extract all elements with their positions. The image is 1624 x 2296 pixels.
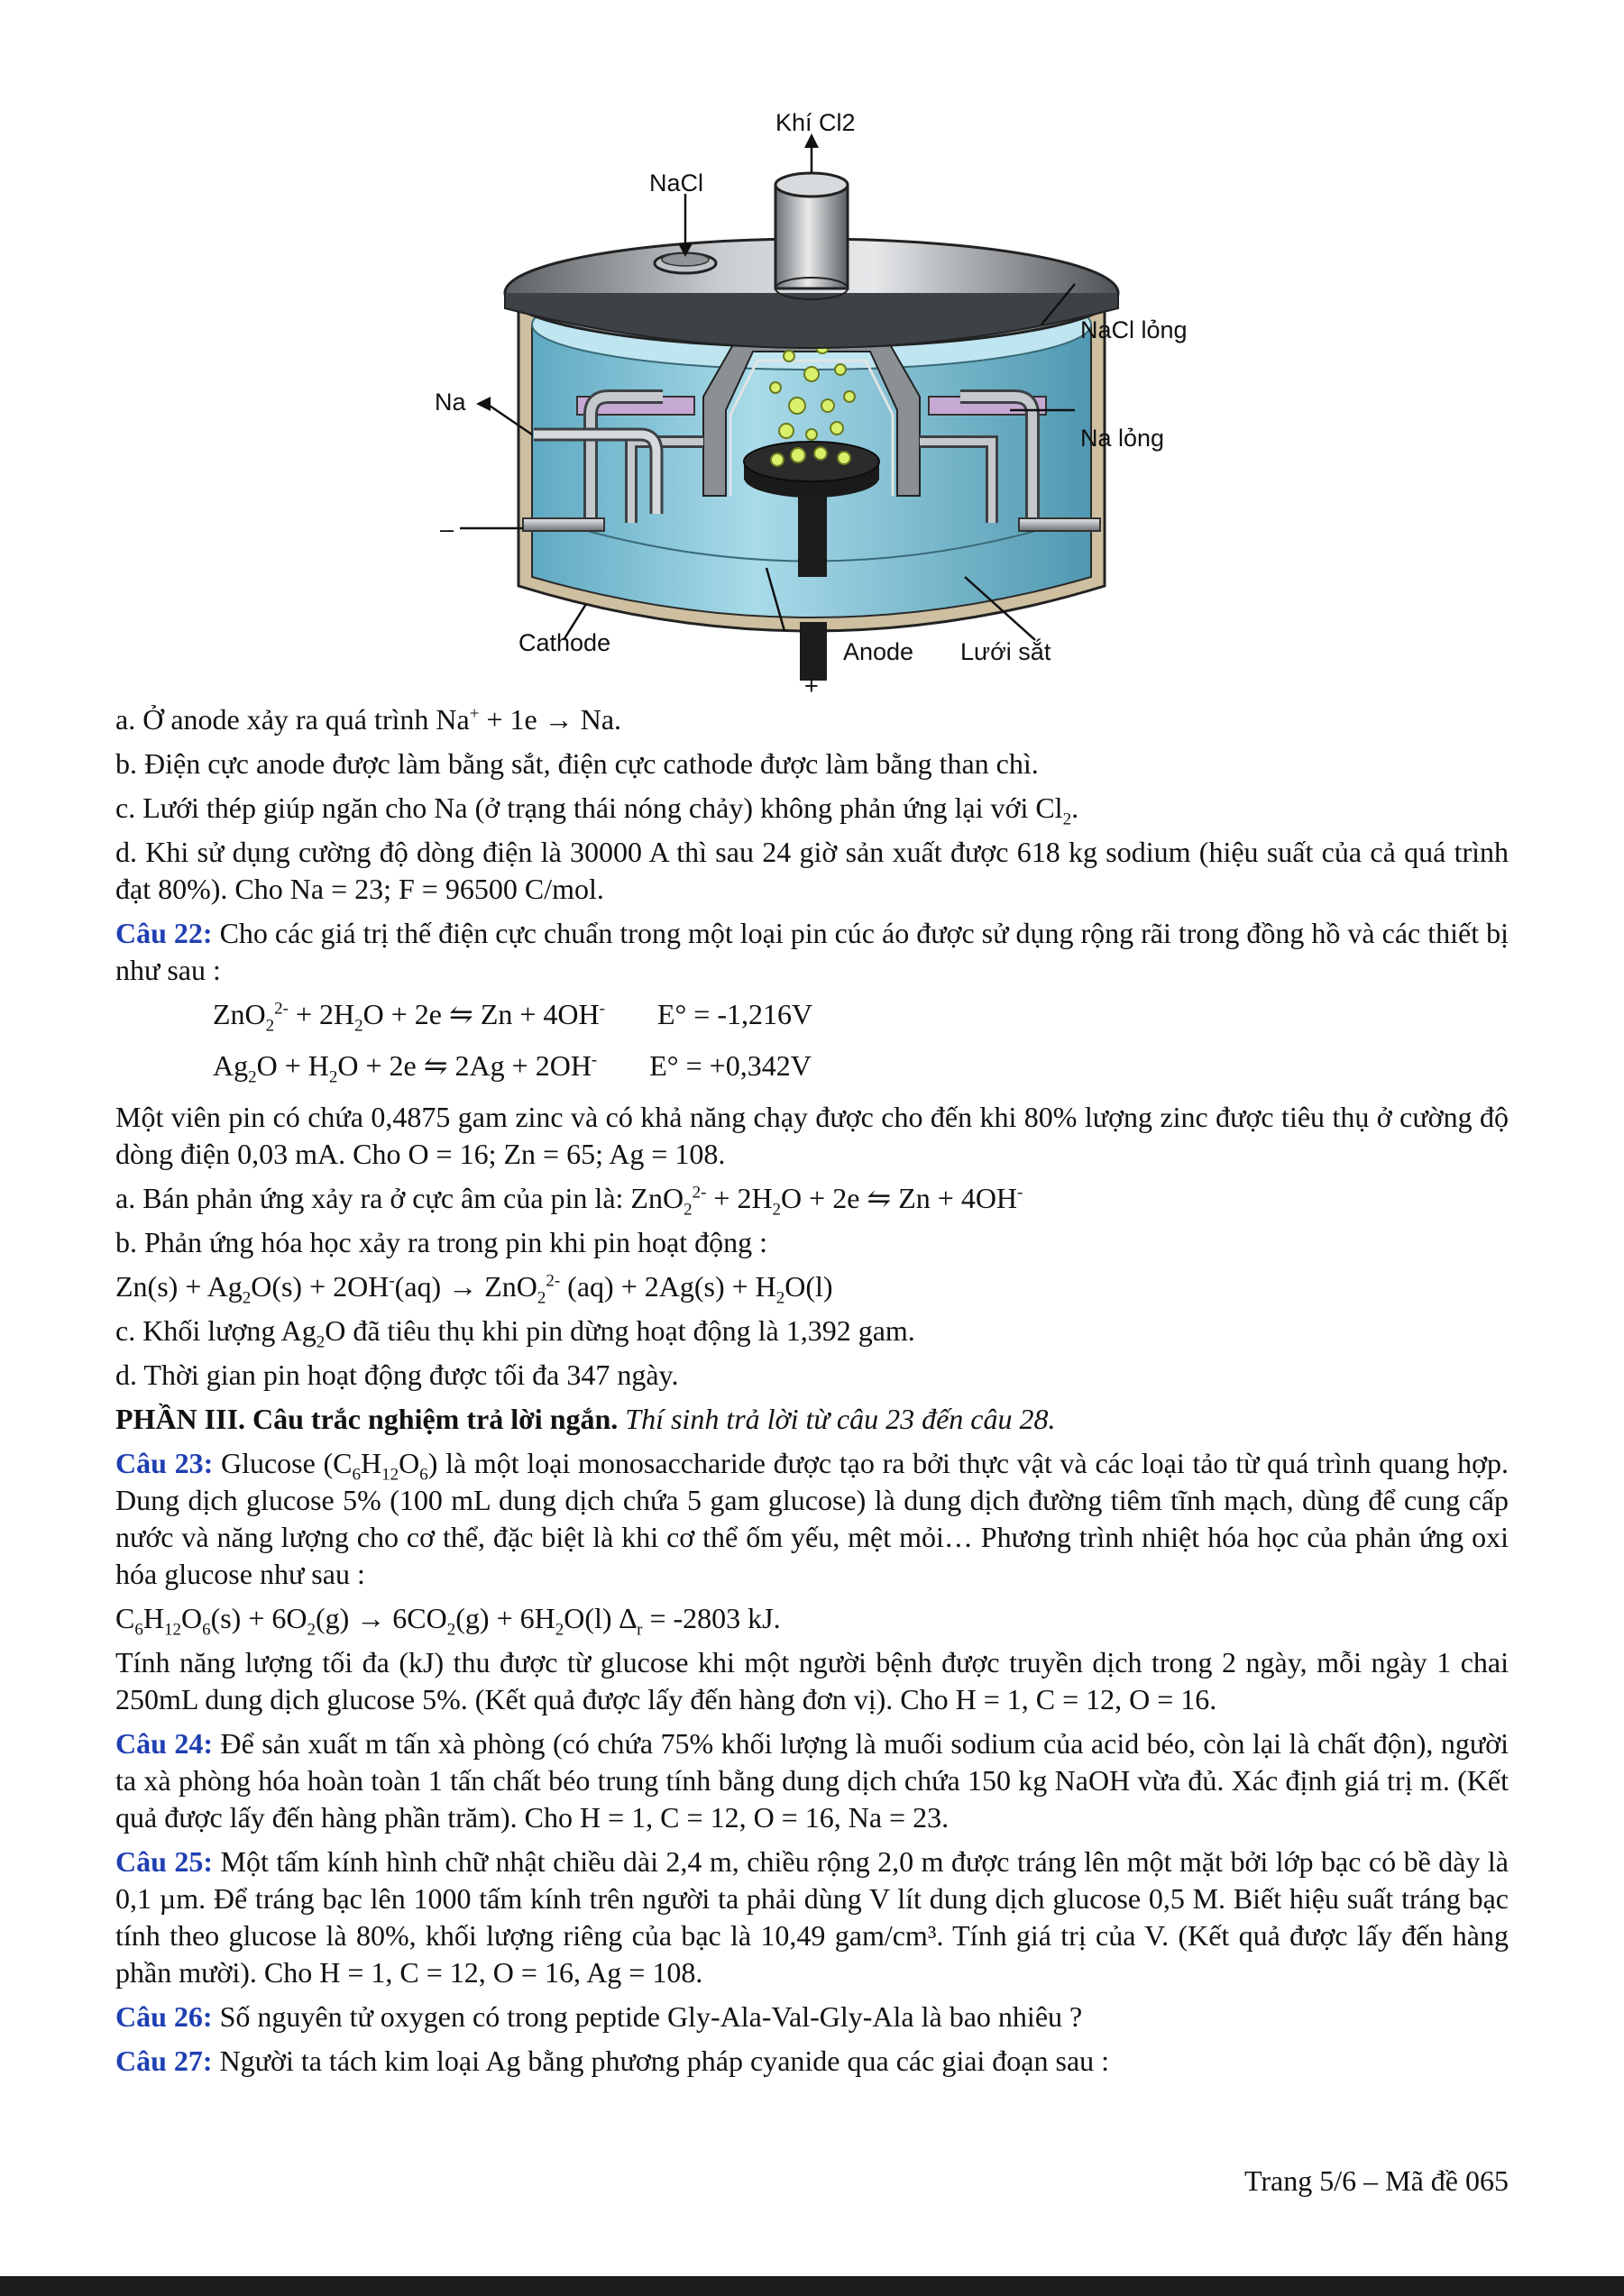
q22-intro: Câu 22: Cho các giá trị thế điện cực chuẩn trong một loại pin cúc áo được sử dụng rộng rãi trong đồng hồ và các thiết bị như sau : — [115, 917, 1509, 986]
label-luoi-sat: Lưới sắt — [960, 638, 1051, 665]
label-minus: – — [440, 516, 454, 543]
q21-option-a: a. Ở anode xảy ra quá trình Na+ + 1e → Na. — [115, 703, 622, 736]
q23-equation: $C_6H_{12}O_6(s) + 6O_2(g) \to 6CO_2(g) + 6H_2O(l) \Delta_r = -2803$ kJ. — [115, 1602, 781, 1640]
q26-label: Câu 26: — [115, 2000, 213, 2033]
q22-option-b-equation: $Zn(s) + Ag_2O(s) + 2OH^-(aq) \to ZnO_2^{2-}$ $(aq) + 2Ag(s) + H_2O(l)$ — [115, 1270, 833, 1308]
label-na: Na — [435, 389, 466, 416]
q21-option-b: b. Điện cực anode được làm bằng sắt, điện cực cathode được làm bằng than chì. — [115, 747, 1039, 780]
q23-label: Câu 23: — [115, 1447, 214, 1479]
q21-option-d: d. Khi sử dụng cường độ dòng điện là 30000 A thì sau 24 giờ sản xuất được 618 kg sodium (hiệu suất của cả quá trình đạt 80%). Cho Na = 23; F = 96500 C/mol. — [115, 836, 1509, 905]
label-cathode: Cathode — [518, 629, 611, 656]
document-body — [115, 701, 1509, 2087]
q21-option-c: c. Lưới thép giúp ngăn cho Na (ở trạng thái nóng chảy) không phản ứng lại với $Cl_2$. — [115, 791, 1079, 829]
q23-question: Tính năng lượng tối đa (kJ) thu được từ glucose khi một người bệnh được truyền dịch trong 2 ngày, mỗi ngày 1 chai 250mL dung dịch glucose 5%. (Kết quả được lấy đến hàng đơn vị). Cho H = 1, C = 12, O = 16. — [115, 1646, 1509, 1715]
q27-label: Câu 27: — [115, 2044, 213, 2077]
label-na-long: Na lỏng — [1080, 425, 1165, 452]
electrolysis-cell-diagram — [433, 99, 1188, 703]
q22-info: Một viên pin có chứa 0,4875 gam zinc và có khả năng chạy được cho đến khi 80% lượng zinc được tiêu thụ ở cường độ dòng điện 0,03 mA. Cho O = 16; Zn = 65; Ag = 108. — [115, 1101, 1509, 1170]
q27: Câu 27: Người ta tách kim loại Ag bằng phương pháp cyanide qua các giai đoạn sau : — [115, 2044, 1110, 2077]
part3-heading: PHẦN III. Câu trắc nghiệm trả lời ngắn. Thí sinh trả lời từ câu 23 đến câu 28. — [115, 1403, 1056, 1435]
q22-equation-2: $Ag_2O + H_2O + 2e$ ⇋ 2Ag + 2OH- E° = +0,342V — [213, 1049, 812, 1087]
q24: Câu 24: Để sản xuất m tấn xà phòng (có chứa 75% khối lượng là muối sodium của acid béo, còn lại là chất độn), người ta xà phòng hóa hoàn toàn 1 tấn chất béo trung tính bằng dung dịch chứa 150 kg NaOH vừa đủ. Xác định giá trị m. (Kết quả được lấy đến hàng phần trăm). Cho H = 1, C = 12, O = 16, Na = 23. — [115, 1727, 1509, 1834]
page-footer: Trang 5/6 – Mã đề 065 — [1243, 2164, 1509, 2197]
q24-label: Câu 24: — [115, 1727, 214, 1760]
q22-option-b: b. Phản ứng hóa học xảy ra trong pin khi pin hoạt động : — [115, 1226, 768, 1258]
q22-equation-1: $ZnO_2^{2-} + 2H_2O + 2e$ ⇋ Zn + 4OH- E° = -1,216V — [213, 998, 813, 1036]
q22-label: Câu 22: — [115, 917, 213, 949]
q23-intro: Câu 23: Glucose $(C_6H_{12}O_6)$ là một loại monosaccharide được tạo ra bởi thực vật và các loại tảo từ quá trình quang hợp. Dung dịch glucose 5% (100 mL dung dịch chứa 5 gam glucose) là dung dịch đường tiêm tĩnh mạch, dùng để cung cấp nước và năng lượng cho cơ thể, đặc biệt là khi cơ thể ốm yếu, mệt mỏi… Phương trình nhiệt hóa học của phản ứng oxi hóa glucose như sau : — [115, 1447, 1509, 1590]
q25: Câu 25: Một tấm kính hình chữ nhật chiều dài 2,4 m, chiều rộng 2,0 m được tráng lên một mặt bởi lớp bạc có bề dày là 0,1 µm. Để tráng bạc lên 1000 tấm kính trên người ta phải dùng V lít dung dịch glucose 0,5 M. Biết hiệu suất tráng bạc tính theo glucose là 80%, khối lượng riêng của bạc là 10,49 gam/cm³. Tính giá trị của V. (Kết quả được lấy đến hàng phần mười). Cho H = 1, C = 12, O = 16, Ag = 108. — [115, 1845, 1509, 1989]
q25-label: Câu 25: — [115, 1845, 214, 1878]
q22-option-c: c. Khối lượng $Ag_2O$ đã tiêu thụ khi pin dừng hoạt động là 1,392 gam. — [115, 1314, 915, 1352]
label-plus: + — [804, 672, 819, 700]
label-khi-cl2: Khí Cl2 — [775, 109, 856, 136]
q22-option-a: a. Bán phản ứng xảy ra ở cực âm của pin là: $ZnO_2^{2-} + 2H_2O + 2e$ ⇋ Zn + 4OH- — [115, 1182, 1023, 1220]
q22-option-d: d. Thời gian pin hoạt động được tối đa 347 ngày. — [115, 1358, 679, 1391]
q26: Câu 26: Số nguyên tử oxygen có trong peptide Gly-Ala-Val-Gly-Ala là bao nhiêu ? — [115, 2000, 1083, 2033]
page-bottom-bar — [0, 2276, 1624, 2296]
label-nacl-long: NaCl lỏng — [1080, 316, 1188, 343]
label-anode: Anode — [843, 638, 914, 665]
label-nacl: NaCl — [649, 169, 704, 197]
